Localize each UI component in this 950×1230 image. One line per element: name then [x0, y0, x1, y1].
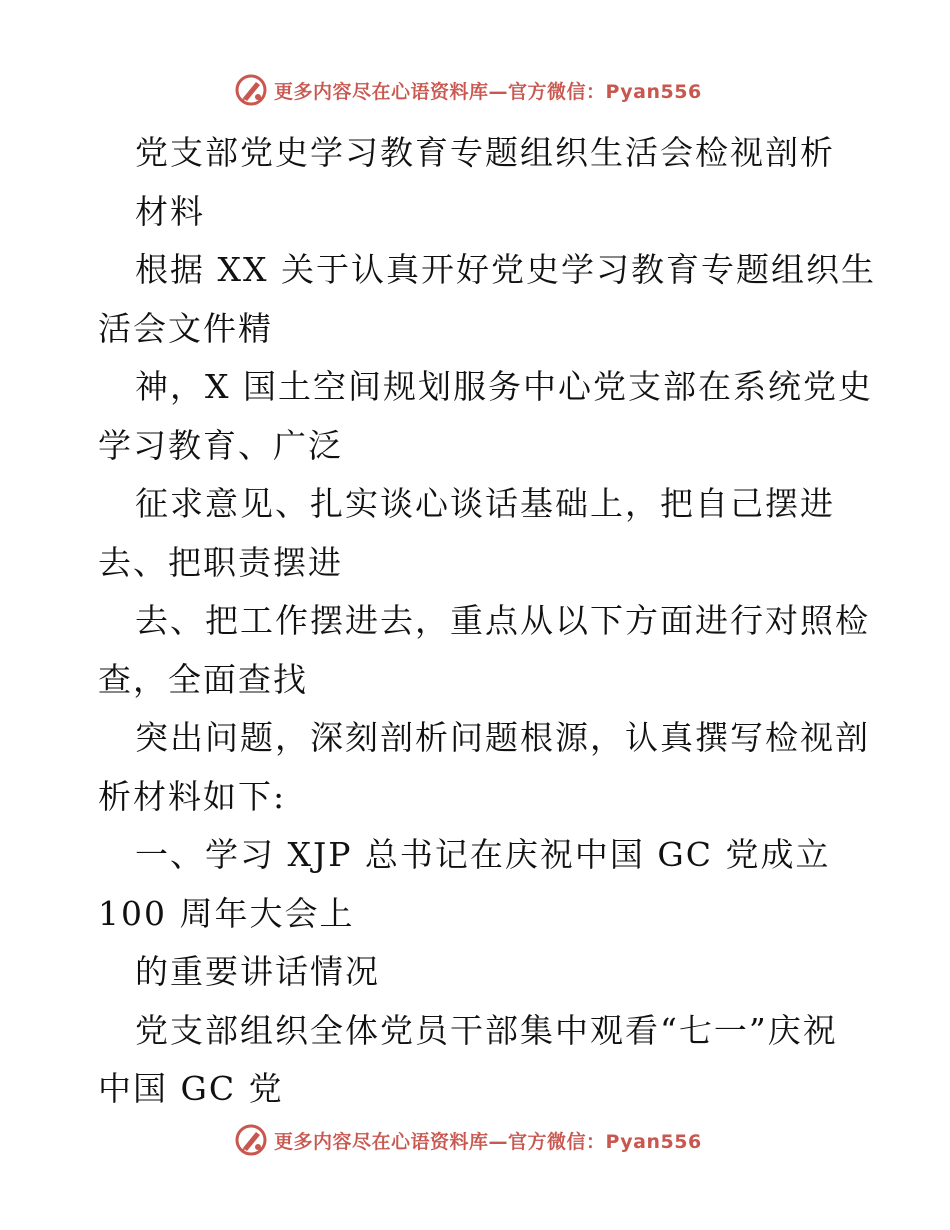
- text-line: 神，X 国土空间规划服务中心党支部在系统党史: [135, 367, 873, 406]
- text-line: 党支部党史学习教育专题组织生活会检视剖析: [135, 133, 835, 172]
- text-line: 析材料如下:: [98, 776, 287, 816]
- text-line: 突出问题，深刻剖析问题根源，认真撰写检视剖: [135, 718, 870, 757]
- text-line: 中国 GC 党: [98, 1069, 284, 1108]
- text-line: 去、把职责摆进: [98, 542, 343, 582]
- header-watermark: [234, 72, 702, 108]
- text-line: 学习教育、广泛: [98, 425, 343, 465]
- text-line: 根据 XX 关于认真开好党史学习教育专题组织生: [135, 250, 876, 289]
- text-line: 查，全面查找: [98, 659, 308, 699]
- text-line: 活会文件精: [98, 308, 273, 348]
- pen-logo-icon: [234, 1123, 268, 1157]
- text-line: 100 周年大会上: [98, 893, 355, 933]
- text-line: 材料: [135, 191, 205, 231]
- watermark-text: 更多内容尽在心语资料库—官方微信：Pyan556: [274, 1130, 702, 1153]
- text-line: 去、把工作摆进去，重点从以下方面进行对照检: [135, 601, 870, 640]
- text-line: 党支部组织全体党员干部集中观看“七一”庆祝: [135, 1010, 838, 1050]
- text-line: 一、学习 XJP 总书记在庆祝中国 GC 党成立: [135, 835, 831, 874]
- text-line: 征求意见、扎实谈心谈话基础上，把自己摆进: [135, 484, 835, 523]
- footer-watermark: [234, 1122, 702, 1158]
- watermark-text: 更多内容尽在心语资料库—官方微信：Pyan556: [274, 80, 702, 103]
- document-body: [98, 124, 876, 1119]
- pen-logo-icon: [234, 73, 268, 107]
- text-line: 的重要讲话情况: [135, 952, 380, 991]
